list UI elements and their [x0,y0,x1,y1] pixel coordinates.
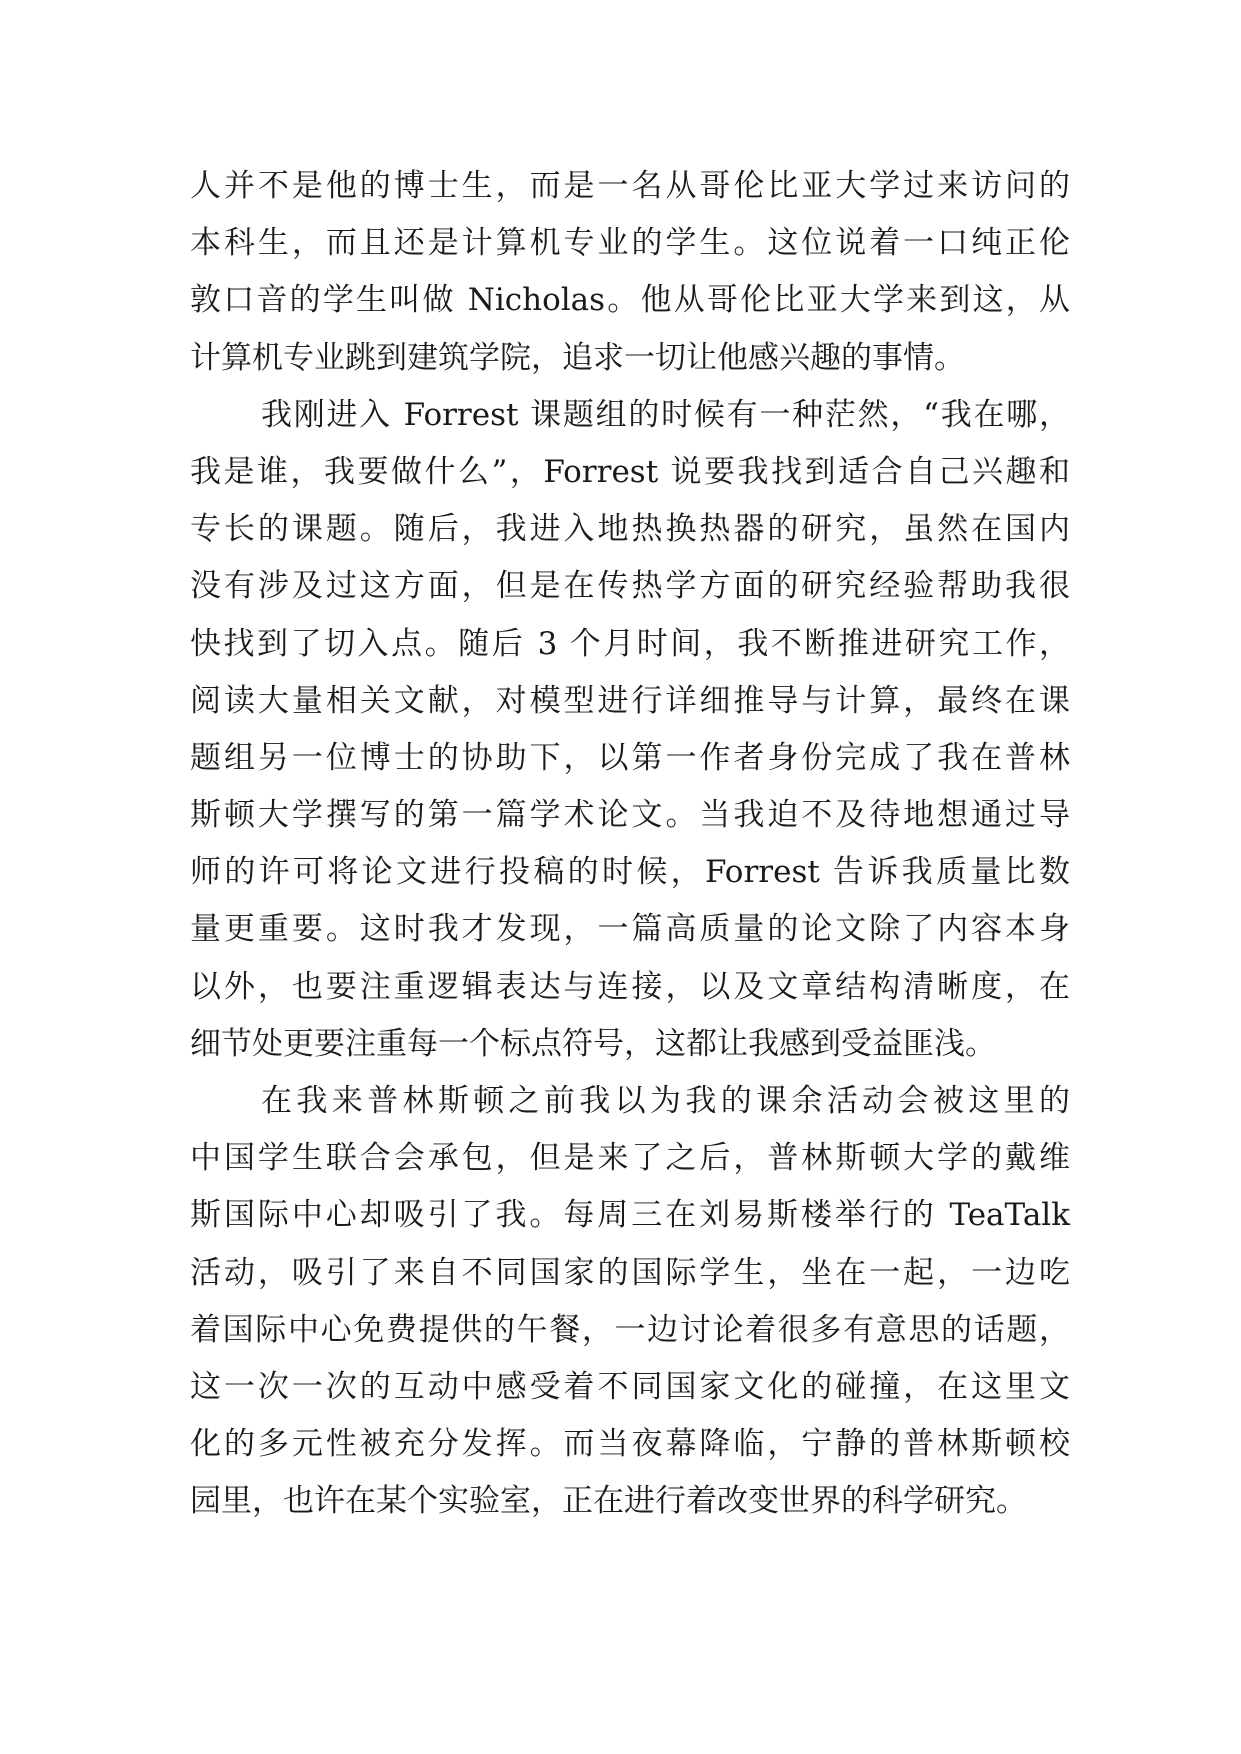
text-line: 我是谁，我要做什么”，Forrest 说要我找到适合自己兴趣和 [190,453,1070,490]
text-line: 活动，吸引了来自不同国家的国际学生，坐在一起，一边吃 [190,1254,1070,1291]
text-line: 敦口音的学生叫做 Nicholas。他从哥伦比亚大学来到这，从 [190,282,1070,319]
text-line: 阅读大量相关文献，对模型进行详细推导与计算，最终在课 [190,682,1070,719]
text-line: 人并不是他的博士生，而是一名从哥伦比亚大学过来访问的 [190,168,1070,204]
text-line: 园里，也许在某个实验室，正在进行着改变世界的科学研究。 [190,1483,1027,1520]
paragraph-first-line: 在我来普林斯顿之前我以为我的课余活动会被这里的 [261,1083,1070,1119]
text-line: 中国学生联合会承包，但是来了之后，普林斯顿大学的戴维 [190,1140,1070,1177]
text-line: 化的多元性被充分发挥。而当夜幕降临，宁静的普林斯顿校 [190,1426,1070,1463]
text-line: 本科生，而且还是计算机专业的学生。这位说着一口纯正伦 [190,225,1070,262]
text-line: 这一次一次的互动中感受着不同国家文化的碰撞，在这里文 [190,1368,1070,1405]
text-line: 快找到了切入点。随后 3 个月时间，我不断推进研究工作， [190,625,1070,662]
text-line: 师的许可将论文进行投稿的时候，Forrest 告诉我质量比数 [190,854,1070,891]
text-line: 题组另一位博士的协助下，以第一作者身份完成了我在普林 [190,739,1070,776]
paragraph-first-line: 我刚进入 Forrest 课题组的时候有一种茫然，“我在哪， [261,396,1070,433]
text-line: 量更重要。这时我才发现，一篇高质量的论文除了内容本身 [190,911,1070,948]
text-line: 专长的课题。随后，我进入地热换热器的研究，虽然在国内 [190,511,1070,548]
text-line: 斯顿大学撰写的第一篇学术论文。当我迫不及待地想通过导 [190,797,1070,834]
text-line: 着国际中心免费提供的午餐，一边讨论着很多有意思的话题， [190,1311,1070,1348]
text-line: 细节处更要注重每一个标点符号，这都让我感到受益匪浅。 [190,1025,996,1062]
text-line: 计算机专业跳到建筑学院，追求一切让他感兴趣的事情。 [190,339,965,376]
text-line: 没有涉及过这方面，但是在传热学方面的研究经验帮助我很 [190,568,1070,605]
text-line: 以外，也要注重逻辑表达与连接，以及文章结构清晰度，在 [190,968,1070,1005]
body-text [190,158,1070,1531]
text-line: 斯国际中心却吸引了我。每周三在刘易斯楼举行的 TeaTalk [190,1197,1070,1234]
